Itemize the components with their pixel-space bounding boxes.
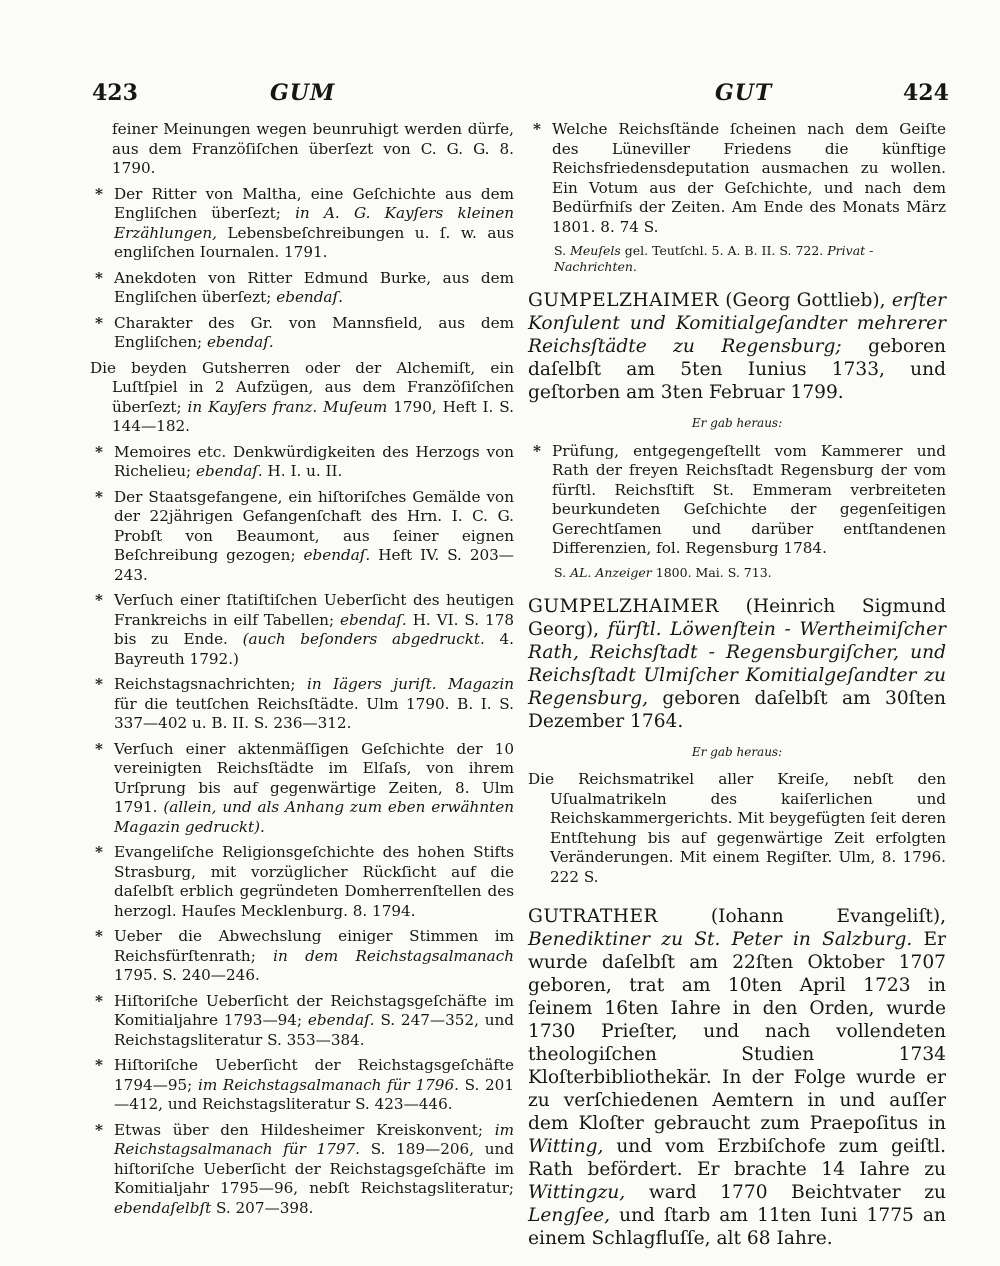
reference-note: S. AL. Anzeiger 1800. Mai. S. 713. — [554, 564, 772, 580]
biography-entry: GUMPELZHAIMER (Heinrich Sigmund Georg), fürſtl. Löwenſtein - Wertheimiſcher Rath, Reichsſtadt - Regensburgiſcher, und Reichsſtadt Ulmiſcher Komitialgeſandter zu Regensburg, geboren daſelbſt am 30ſten Dezember 1764. — [528, 595, 947, 732]
list-item: Die beyden Gutsherren oder der Alchemiſt, ein Luſtſpiel in 2 Aufzügen, aus dem Franzöſiſchen überſezt; in Kayſers franz. Muſeum 1790, Heft I. S. 144—182. — [90, 358, 514, 435]
section-label: Er gab heraus: — [691, 744, 783, 759]
reference-note: S. Meuſels gel. Teutſchl. 5. A. B. II. S. 722. Privat - Nachrichten. — [554, 243, 874, 274]
list-item: * Evangeliſche Religionsgeſchichte des hohen Stifts Strasburg, mit vorzüglicher Rückſicht auf die daſelbſt erblich gegründeten Domherrenſtellen des herzogl. Hauſes Mecklenburg. 8. 1794. — [95, 843, 514, 920]
list-item: feiner Meinungen wegen beunruhigt werden dürfe, aus dem Franzöſiſchen überſezt von C. G. G. 8. 1790. — [112, 120, 514, 177]
list-item: * Prüfung, entgegengeſtellt vom Kammerer und Rath der freyen Reichsſtadt Regensburg der vom fürſtl. Reichsſtift St. Emmeram verbreiteten beurkundeten Geſchichte der gegenſeitigen Gerechtſamen und darüber entſtandenen Differenzien, fol. Regensburg 1784. — [533, 441, 946, 557]
list-item: * Memoires etc. Denkwürdigkeiten des Herzogs von Richelieu; ebendaſ. H. I. u. II. — [95, 442, 514, 480]
list-item: * Ueber die Abwechslung einiger Stimmen im Reichsfürſtenrath; in dem Reichstagsalmanach 1795. S. 240—246. — [95, 927, 515, 984]
list-item: * Etwas über den Hildesheimer Kreiskonvent; im Reichstagsalmanach für 1797. S. 189—206, und hiſtoriſche Ueberſicht der Reichstagsgeſchäfte im Komitialjahr 1795—96, nebſt Reichstagsliteratur; ebendaſelbſt S. 207—398. — [95, 1120, 515, 1217]
list-item: Die Reichsmatrikel aller Kreiſe, nebſt den Uſualmatrikeln des kaiſerlichen und Reichskammergerichts. Mit beygefügten ſeit deren Entſtehung bis auf gegenwärtige Zeit erfolgten Veränderungen. Mit einem Regiſter. Ulm, 8. 1796. 222 S. — [528, 770, 946, 886]
list-item: * Verſuch einer aktenmäſſigen Geſchichte der 10 vereinigten Reichsſtädte im Elſaſs, von ihrem Urſprung bis auf gegenwärtige Zeiten, 8. Ulm 1791. (allein, und als Anhang zum eben erwähnten Magazin gedruckt). — [95, 739, 514, 836]
page-number-left: 423 — [92, 80, 138, 106]
running-head-left: GUM — [270, 80, 336, 106]
list-item: * Hiſtoriſche Ueberſicht der Reichstagsgeſchäfte 1794—95; im Reichstagsalmanach für 1796. S. 201—412, und Reichstagsliteratur S. 423—446. — [95, 1056, 515, 1113]
list-item: * Charakter des Gr. von Mannsfield, aus dem Engliſchen; ebendaſ. — [95, 313, 514, 351]
list-item: * Welche Reichsſtände ſcheinen nach dem Geiſte des Lüneviller Friedens die künftige Reichsfriedensdeputation ausmachen zu wollen. Ein Votum aus der Geſchichte, und nach dem Bedürfniſs der Zeiten. Am Ende des Monats März 1801. 8. 74 S. — [533, 120, 946, 236]
biography-entry: GUMPELZHAIMER (Georg Gottlieb), erſter Konſulent und Komitialgeſandter mehrerer Reichsſtädte zu Regensburg; geboren daſelbſt am 5ten Iunius 1733, und geſtorben am 3ten Februar 1799. — [528, 290, 946, 403]
list-item: * Verſuch einer ſtatiſtiſchen Ueberſicht des heutigen Frankreichs in eilf Tabellen; ebendaſ. H. VI. S. 178 bis zu Ende. (auch beſonders abgedruckt. 4. Bayreuth 1792.) — [95, 591, 515, 668]
list-item: * Der Ritter von Maltha, eine Geſchichte aus dem Engliſchen überſezt; in A. G. Kayſers kleinen Erzählungen, Lebensbeſchreibungen u. ſ. w. aus engliſchen Iournalen. 1791. — [95, 184, 514, 261]
list-item: * Der Staatsgefangene, ein hiſtoriſches Gemälde von der 22jährigen Gefangenſchaft des Hrn. I. C. G. Probſt von Beaumont, aus ſeiner eignen Beſchreibung gezogen; ebendaſ. Heft IV. S. 203—243. — [95, 487, 514, 584]
running-head-right: GUT — [715, 80, 773, 106]
list-item: * Anekdoten von Ritter Edmund Burke, aus dem Engliſchen überſezt; ebendaſ. — [95, 268, 514, 306]
page-number-right: 424 — [903, 80, 949, 106]
biography-entry: GUTRATHER (Iohann Evangeliſt), Benediktiner zu St. Peter in Salzburg. Er wurde daſelbſt am 22ſten Oktober 1707 geboren, trat am 10ten April 1723 in ſeinem 16ten Iahre in den Orden, wurde 1730 Prieſter, und nach vollendeten theologiſchen Studien 1734 Kloſterbibliothekär. In der Folge wurde er zu verſchiedenen Aemtern in und auſſer dem Kloſter gebraucht zum Praepoſitus in Witting, und vom Erzbiſchofe zum geiſtl. Rath befördert. Er brachte 14 Iahre zu Wittingzu, ward 1770 Beichtvater zu Lengſee, und ſtarb am 11ten Iuni 1775 an einem Schlagfluſſe, alt 68 Iahre. — [528, 906, 947, 1249]
left-column — [90, 120, 514, 1224]
list-item: * Reichstagsnachrichten; in Iägers juriſt. Magazin für die teutſchen Reichsſtädte. Ulm 1790. B. I. S. 337—402 u. B. II. S. 236—312. — [95, 675, 515, 732]
right-column — [528, 120, 946, 1260]
list-item: * Hiſtoriſche Ueberſicht der Reichstagsgeſchäfte im Komitialjahre 1793—94; ebendaſ. S. 247—352, und Reichstagsliteratur S. 353—384. — [95, 991, 515, 1049]
section-label: Er gab heraus: — [691, 416, 783, 430]
